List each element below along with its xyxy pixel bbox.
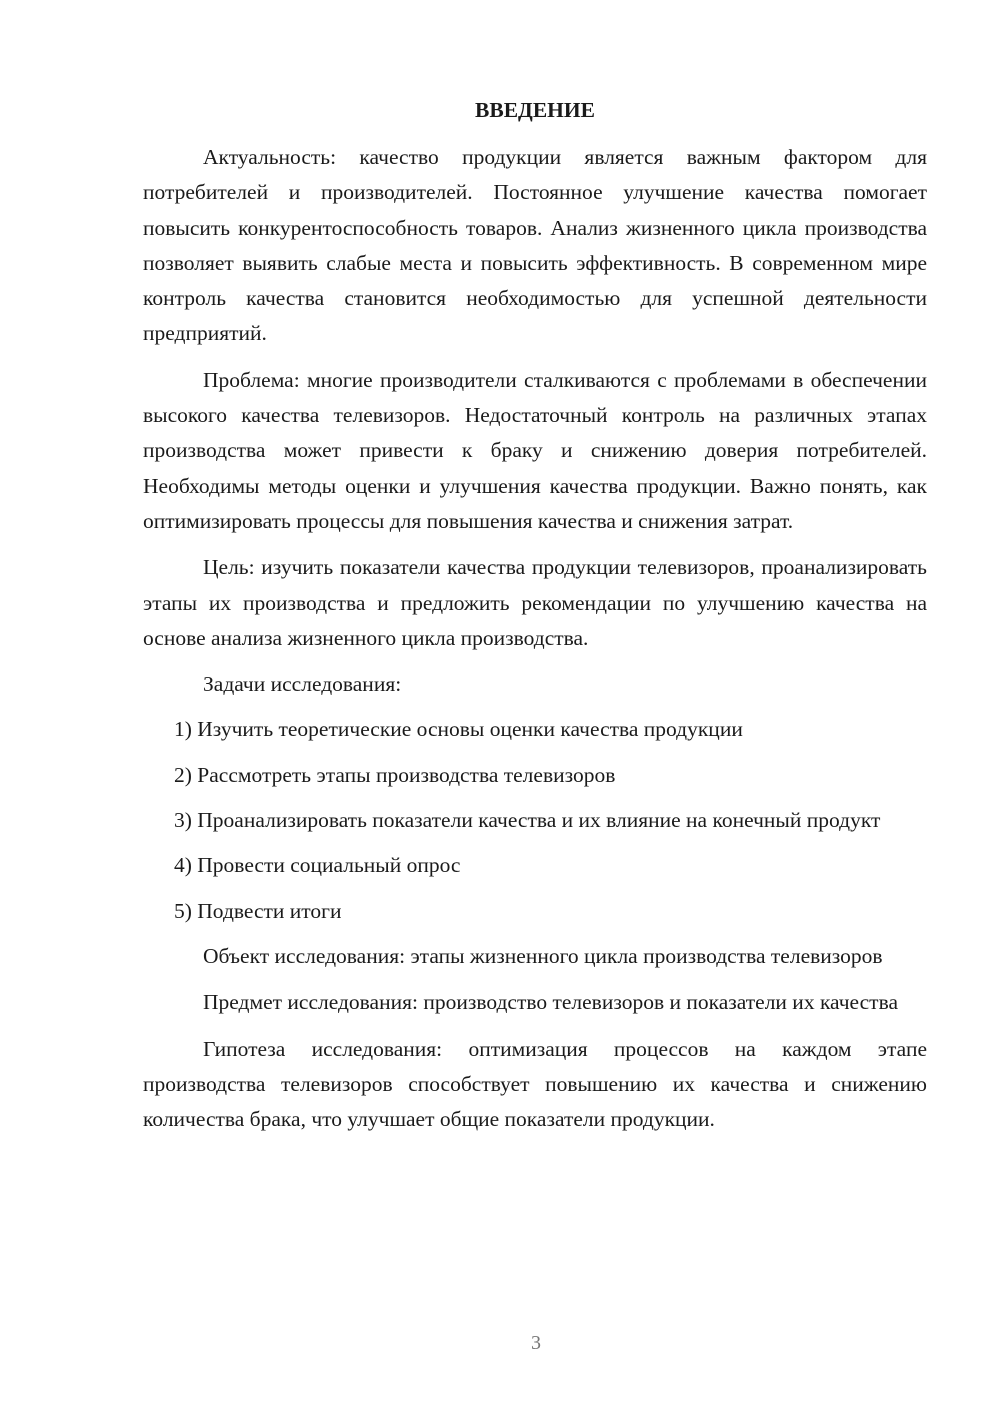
tasks-list xyxy=(143,712,927,928)
document-page xyxy=(143,94,927,1148)
object-paragraph: Объект исследования: этапы жизненного цикла производства телевизоров xyxy=(203,943,883,968)
subject-paragraph: Предмет исследования: производство телевизоров и показатели их качества xyxy=(203,990,898,1015)
task-item: 5) Подвести итоги xyxy=(174,898,342,923)
problem-paragraph: Проблема: многие производители сталкиваются с проблемами в обеспечении высокого качества телевизоров. Недостаточный контроль на различных этапах производства может привести к браку и снижению доверия потребителей. Необходимы методы оценки и улучшения качества продукции. Важно понять, как оптимизировать процессы для повышения качества и снижения затрат. xyxy=(143,367,927,533)
relevance-paragraph: Актуальность: качество продукции является важным фактором для потребителей и производителей. Постоянное улучшение качества помогает повысить конкурентоспособность товаров. Анализ жизненного цикла производства позволяет выявить слабые места и повысить эффективность. В современном мире контроль качества становится необходимостью для успешной деятельности предприятий. xyxy=(143,145,927,346)
goal-paragraph: Цель: изучить показатели качества продукции телевизоров, проанализировать этапы их производства и предложить рекомендации по улучшению качества на основе анализа жизненного цикла производства. xyxy=(143,555,927,650)
task-item: 2) Рассмотреть этапы производства телевизоров xyxy=(174,762,616,787)
task-item: 1) Изучить теоретические основы оценки качества продукции xyxy=(174,717,743,742)
hypothesis-paragraph: Гипотеза исследования: оптимизация процессов на каждом этапе производства телевизоров способствует повышению их качества и снижению количества брака, что улучшает общие показатели продукции. xyxy=(143,1036,927,1132)
task-item: 4) Провести социальный опрос xyxy=(174,853,461,878)
section-title: ВВЕДЕНИЕ xyxy=(475,98,595,122)
task-item: 3) Проанализировать показатели качества и их влияние на конечный продукт xyxy=(174,808,881,833)
page-number: 3 xyxy=(531,1332,541,1354)
tasks-heading: Задачи исследования: xyxy=(203,672,402,697)
